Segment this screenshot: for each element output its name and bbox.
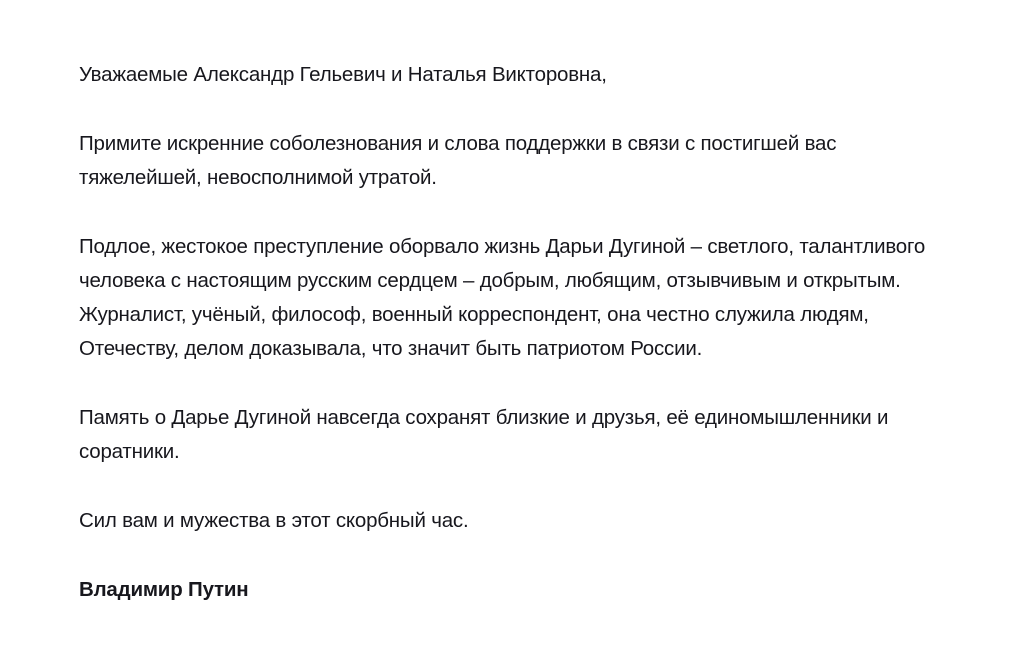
- letter-body: [79, 58, 939, 607]
- paragraph-strength: Сил вам и мужества в этот скорбный час.: [79, 509, 469, 532]
- paragraph-condolences: Примите искренние соболезнования и слова поддержки в связи с постигшей вас тяжелейшей, невосполнимой утратой.: [79, 132, 837, 189]
- paragraph-crime: Подлое, жестокое преступление оборвало жизнь Дарьи Дугиной – светлого, талантливого человека с настоящим русским сердцем – добрым, любящим, отзывчивым и открытым. Журналист, учёный, философ, военный корреспондент, она честно служила людям, Отечеству, делом доказывала, что значит быть патриотом России.: [79, 235, 926, 360]
- salutation: Уважаемые Александр Гельевич и Наталья Викторовна,: [79, 63, 607, 86]
- signature: Владимир Путин: [79, 578, 249, 601]
- paragraph-memory: Память о Дарье Дугиной навсегда сохранят близкие и друзья, её единомышленники и соратники.: [79, 406, 889, 463]
